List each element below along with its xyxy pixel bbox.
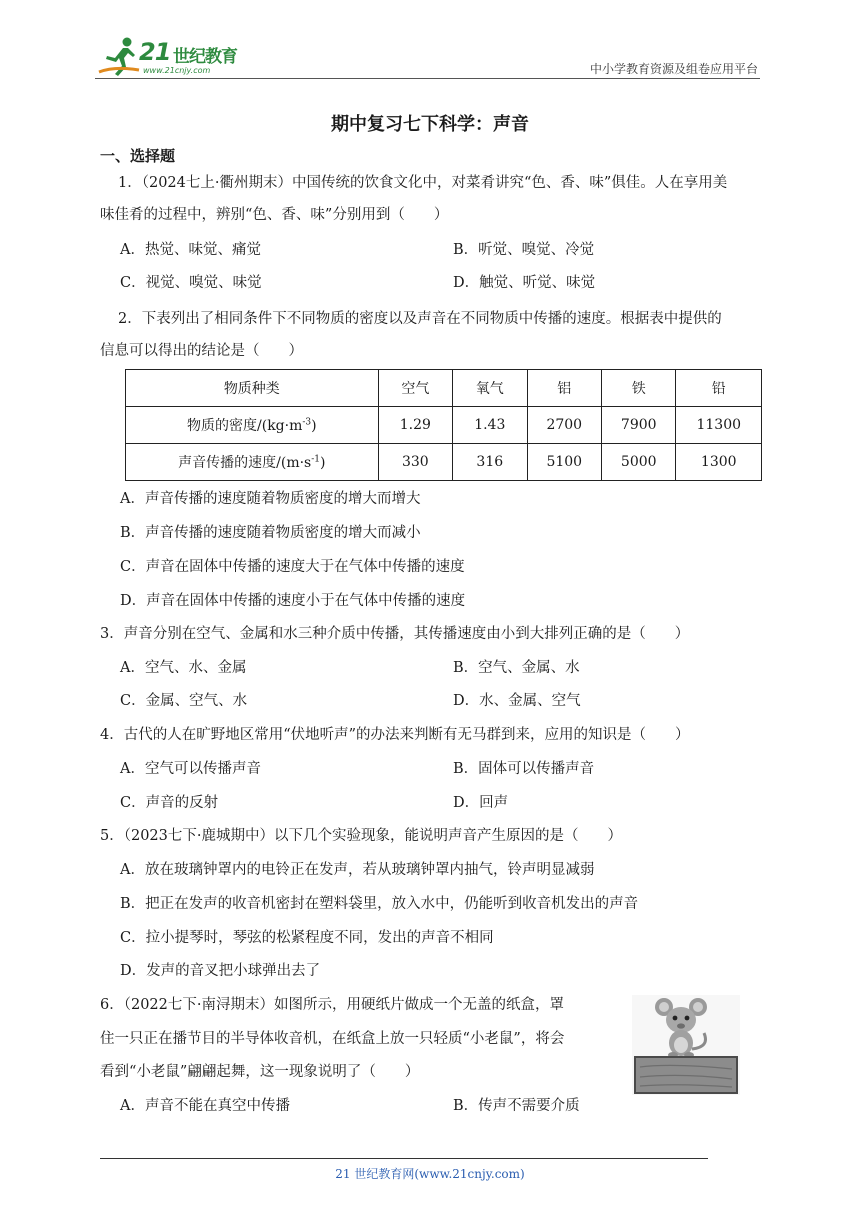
q1-stem-line2: 味佳肴的过程中，辨别“色、香、味”分别用到（ ） xyxy=(100,207,449,223)
table-cell: 1300 xyxy=(676,444,762,481)
q5-option-d: D．发声的音叉把小球弹出去了 xyxy=(120,963,321,979)
footer-link[interactable]: 21 世纪教育网(www.21cnjy.com) xyxy=(335,1167,525,1181)
table-header-cell: 铁 xyxy=(602,370,676,407)
platform-tagline: 中小学教育资源及组卷应用平台 xyxy=(589,62,758,76)
footer-divider xyxy=(100,1158,708,1159)
table-header-row xyxy=(126,370,762,407)
q4-option-b: B．固体可以传播声音 xyxy=(453,761,595,777)
table-row-speed xyxy=(126,444,762,481)
q4-stem-line1: 4．古代的人在旷野地区常用“伏地听声”的办法来判断有无马群到来，应用的知识是（ ） xyxy=(100,727,690,743)
q3-option-b: B．空气、金属、水 xyxy=(453,660,580,676)
logo-url: www.21cnjy.com xyxy=(143,66,211,75)
q2-option-a: A．声音传播的速度随着物质密度的增大而增大 xyxy=(120,491,421,507)
q2-option-c: C．声音在固体中传播的速度大于在气体中传播的速度 xyxy=(120,559,465,575)
q5-option-c: C．拉小提琴时，琴弦的松紧程度不同，发出的声音不相同 xyxy=(120,930,494,946)
q5-option-b: B．把正在发声的收音机密封在塑料袋里，放入水中，仍能听到收音机发出的声音 xyxy=(120,896,639,912)
page-header xyxy=(95,30,760,80)
density-row-label: 物质的密度$/(kg\cdot m^{-3})$ xyxy=(126,407,379,444)
q3-option-c: C．金属、空气、水 xyxy=(120,693,248,709)
q1-option-a: A．热觉、味觉、痛觉 xyxy=(120,242,261,258)
q1-option-b: B．听觉、嗅觉、冷觉 xyxy=(453,242,595,258)
material-data-table xyxy=(125,369,762,481)
logo-text: 世纪教育 xyxy=(173,47,237,67)
table-cell: 2700 xyxy=(527,407,601,444)
logo-number: 21 xyxy=(139,38,171,66)
q2-option-b: B．声音传播的速度随着物质密度的增大而减小 xyxy=(120,525,421,541)
q6-option-a: A．声音不能在真空中传播 xyxy=(120,1098,290,1114)
q1-option-c: C．视觉、嗅觉、味觉 xyxy=(120,275,262,291)
table-cell: 5000 xyxy=(602,444,676,481)
q2-stem-line1: 2．下表列出了相同条件下不同物质的密度以及声音在不同物质中传播的速度。根据表中提供的 xyxy=(118,311,722,327)
table-cell: 7900 xyxy=(602,407,676,444)
q1-stem-line1: 1．（2024七上·衢州期末）中国传统的饮食文化中，对菜肴讲究“色、香、味”俱佳。人在享用美 xyxy=(118,175,728,191)
q3-stem-line1: 3．声音分别在空气、金属和水三种介质中传播，其传播速度由小到大排列正确的是（ ） xyxy=(100,626,690,642)
table-header-cell: 铝 xyxy=(527,370,601,407)
paper-mouse-on-box-image xyxy=(632,995,740,1095)
q4-option-a: A．空气可以传播声音 xyxy=(120,761,261,777)
runner-logo-icon xyxy=(97,36,141,78)
section-title: 一、选择题 xyxy=(100,147,176,165)
q5-option-a: A．放在玻璃钟罩内的电铃正在发声，若从玻璃钟罩内抽气，铃声明显减弱 xyxy=(120,862,595,878)
table-row-density xyxy=(126,407,762,444)
q4-option-d: D．回声 xyxy=(453,795,509,811)
q6-option-b: B．传声不需要介质 xyxy=(453,1098,580,1114)
table-cell: 5100 xyxy=(527,444,601,481)
q2-option-d: D．声音在固体中传播的速度小于在气体中传播的速度 xyxy=(120,593,466,609)
q5-stem-line1: 5．（2023七下·鹿城期中）以下几个实验现象，能说明声音产生原因的是（ ） xyxy=(100,828,622,844)
page-title: 期中复习七下科学：声音 xyxy=(331,114,529,135)
q6-stem-line2: 住一只正在播节目的半导体收音机，在纸盒上放一只轻质“小老鼠”，将会 xyxy=(100,1031,565,1047)
table-cell: 1.43 xyxy=(453,407,527,444)
table-cell: 316 xyxy=(453,444,527,481)
q3-option-a: A．空气、水、金属 xyxy=(120,660,247,676)
q6-stem-line1: 6．（2022七下·南浔期末）如图所示，用硬纸片做成一个无盖的纸盒，罩 xyxy=(100,997,564,1013)
table-header-cell: 氧气 xyxy=(453,370,527,407)
q1-option-d: D．触觉、听觉、味觉 xyxy=(453,275,596,291)
table-cell: 1.29 xyxy=(378,407,452,444)
q4-option-c: C．声音的反射 xyxy=(120,795,219,811)
table-header-cell: 空气 xyxy=(378,370,452,407)
table-header-cell: 铅 xyxy=(676,370,762,407)
q3-option-d: D．水、金属、空气 xyxy=(453,693,581,709)
table-cell: 11300 xyxy=(676,407,762,444)
table-header-cell: 物质种类 xyxy=(126,370,379,407)
q2-stem-line2: 信息可以得出的结论是（ ） xyxy=(100,343,303,359)
q6-stem-line3: 看到“小老鼠”翩翩起舞，这一现象说明了（ ） xyxy=(100,1064,420,1080)
table-cell: 330 xyxy=(378,444,452,481)
speed-row-label: 声音传播的速度$/(m\cdot s^{-1})$ xyxy=(126,444,379,481)
header-divider xyxy=(95,78,760,79)
site-logo[interactable] xyxy=(95,36,265,76)
